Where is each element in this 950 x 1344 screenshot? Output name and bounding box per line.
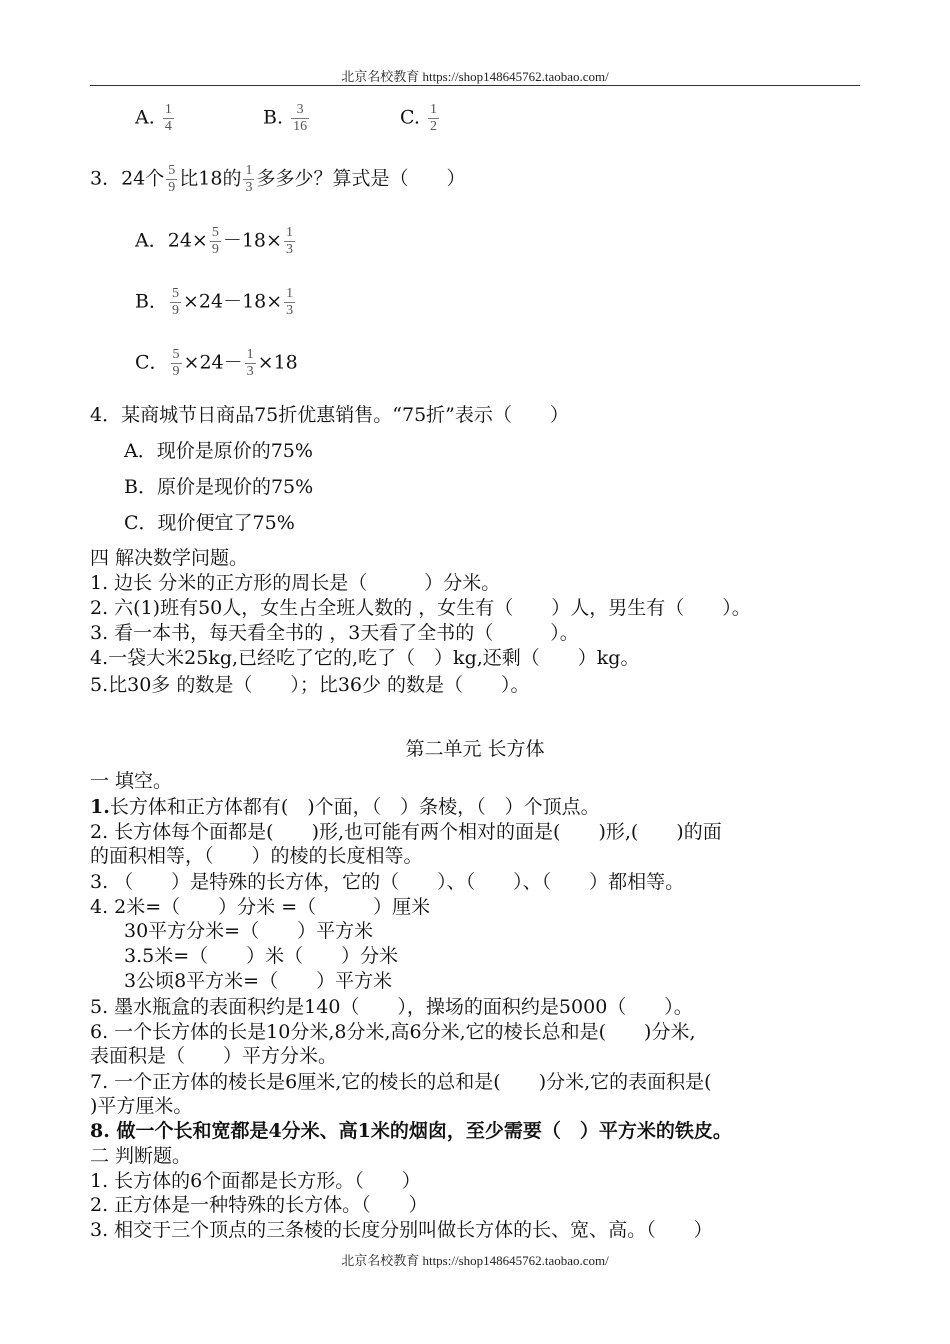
- q4-option-b: B．原价是现价的75%: [124, 476, 314, 498]
- list-item: 2. 六(1)班有50人，女生占全班人数的 ，女生有（ ）人，男生有（ ）。: [90, 597, 751, 619]
- page-footer: 北京名校教育 https://shop148645762.taobao.com/: [341, 1253, 609, 1268]
- judge-item-2: 2. 正方体是一种特殊的长方体。（ ）: [90, 1194, 428, 1216]
- list-item: 5.比30多 的数是（ ）；比36少 的数是（ ）。: [90, 674, 530, 696]
- section-title: 四 解决数学问题。: [90, 547, 249, 569]
- fill-item-5: 5. 墨水瓶盒的表面积约是140（ ），操场的面积约是5000（ ）。: [90, 996, 693, 1018]
- fraction: $\frac{5}{9}$: [211, 225, 219, 257]
- fill-item-3: 3. （ ）是特殊的长方体，它的（ ）、（ ）、（ ）都相等。: [90, 871, 685, 893]
- header-rule: [90, 85, 860, 86]
- fraction: $\frac{1}{4}$: [164, 102, 172, 134]
- fill-item-4: 4. 2米=（ ）分米 =（ ）厘米: [90, 896, 431, 918]
- q3-stem: 3．24个 $\frac{5}{9}$ 比18的 $\frac{1}{3}$ 多多少？算式是（ ）: [90, 163, 466, 195]
- fraction: $\frac{5}{9}$: [168, 163, 176, 195]
- q4-option-c: C．现价便宜了75%: [124, 512, 295, 534]
- fraction: $\frac{1}{3}$: [285, 225, 293, 257]
- fill-item-4d: 3公顷8平方米=（ ）平方米: [124, 970, 393, 992]
- fraction: $\frac{1}{2}$: [429, 102, 437, 134]
- list-item: 1. 边长 分米的正方形的周长是（ ）分米。: [90, 572, 501, 594]
- q3-option-c: C． $\frac{5}{9}$ ×24－ $\frac{1}{3}$ ×18: [135, 347, 298, 379]
- fill-item-8: 8. 做一个长和宽都是4分米、高1米的烟囱，至少需要（ ）平方米的铁皮。: [90, 1120, 732, 1142]
- fraction: $\frac{1}{3}$: [246, 347, 254, 379]
- list-item: 3. 看一本书，每天看全书的 ，3天看了全书的（ ）。: [90, 622, 579, 644]
- fill-item-4c: 3.5米=（ ）米（ ）分米: [124, 945, 399, 967]
- fraction: $\frac{1}{3}$: [286, 286, 294, 318]
- q2-option-b: B. $\frac{3}{16}$: [263, 102, 308, 134]
- section-title: 二 判断题。: [90, 1145, 192, 1167]
- fill-item-6: 6. 一个长方体的长是10分米,8分米,高6分米,它的棱长总和是( )分米,: [90, 1021, 696, 1043]
- list-item: 4.一袋大米25kg,已经吃了它的,吃了（ ）kg,还剩（ ）kg。: [90, 647, 640, 669]
- fill-item-7: 7. 一个正方体的棱长是6厘米,它的棱长的总和是( )分米,它的表面积是(: [90, 1071, 712, 1093]
- q4-option-a: A．现价是原价的75%: [124, 440, 313, 462]
- q3-option-b: B． $\frac{5}{9}$ ×24－18× $\frac{1}{3}$: [135, 286, 294, 318]
- unit-title: 第二单元 长方体: [405, 738, 545, 760]
- q2-option-a: A. $\frac{1}{4}$: [135, 102, 172, 134]
- fill-item-2-cont: 的面积相等，（ ）的棱的长度相等。: [90, 845, 423, 867]
- fill-item-7-cont: )平方厘米。: [90, 1095, 193, 1117]
- fraction: $\frac{3}{16}$: [293, 102, 308, 134]
- fraction: $\frac{1}{3}$: [245, 163, 253, 195]
- judge-item-1: 1. 长方体的6个面都是长方形。（ ）: [90, 1170, 421, 1192]
- fraction: $\frac{5}{9}$: [172, 347, 180, 379]
- fill-item-1: 1.长方体和正方体都有( )个面，（ ）条棱，（ ）个顶点。: [90, 796, 600, 818]
- judge-item-3: 3. 相交于三个顶点的三条棱的长度分别叫做长方体的长、宽、高。（ ）: [90, 1219, 713, 1241]
- page-header: 北京名校教育 https://shop148645762.taobao.com/: [341, 69, 609, 84]
- fill-item-6-cont: 表面积是（ ）平方分米。: [90, 1045, 338, 1067]
- fraction: $\frac{5}{9}$: [171, 286, 179, 318]
- q4-stem: 4．某商城节日商品75折优惠销售。“75折”表示（ ）: [90, 404, 569, 426]
- section-title: 一 填空。: [90, 770, 173, 792]
- fill-item-4b: 30平方分米=（ ）平方米: [124, 920, 374, 942]
- q3-option-a: A．24× $\frac{5}{9}$ －18× $\frac{1}{3}$: [135, 225, 293, 257]
- fill-item-2: 2. 长方体每个面都是( )形,也可能有两个相对的面是( )形,( )的面: [90, 821, 722, 843]
- q2-option-c: C. $\frac{1}{2}$: [400, 102, 437, 134]
